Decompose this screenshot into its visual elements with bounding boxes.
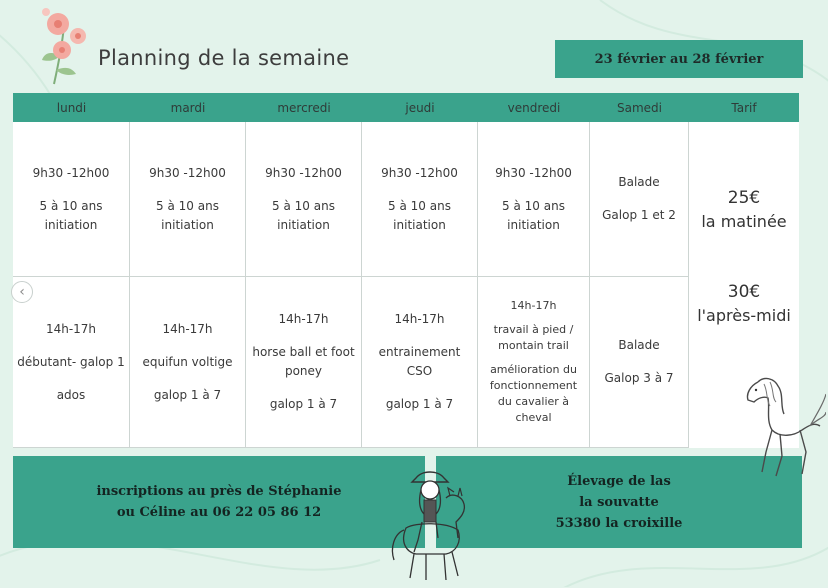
afternoon-price-label: l'après-midi	[697, 306, 791, 325]
slot-level: débutant- galop 1	[17, 354, 125, 369]
morning-price-label: la matinée	[701, 212, 787, 231]
slot-activity: du cavalier à	[497, 395, 570, 408]
address-line: Élevage de las	[567, 473, 671, 489]
day-header: jeudi	[362, 93, 478, 122]
morning-slot-samedi	[590, 122, 689, 277]
slot-activity: Balade	[618, 175, 660, 189]
afternoon-slot-mercredi	[246, 277, 362, 448]
slot-time: 14h-17h	[162, 321, 213, 336]
slot-level: initiation	[507, 217, 560, 232]
morning-slot-jeudi	[362, 122, 478, 277]
day-header: mardi	[130, 93, 246, 122]
afternoon-slot-lundi	[13, 277, 130, 448]
slot-level: Galop 1 et 2	[602, 208, 676, 222]
afternoon-slot-vendredi	[478, 277, 590, 448]
slot-activity: CSO	[406, 364, 433, 378]
slot-level: initiation	[393, 217, 446, 232]
morning-slot-mardi	[130, 122, 246, 277]
schedule-table	[13, 93, 799, 448]
slot-activity: entrainement	[378, 345, 461, 359]
slot-age: 5 à 10 ans	[272, 198, 335, 213]
slot-time: 9h30 -12h00	[495, 165, 572, 180]
previous-arrow-button[interactable]	[11, 281, 33, 303]
slot-time: 9h30 -12h00	[149, 165, 226, 180]
slot-time: 9h30 -12h00	[381, 165, 458, 180]
afternoon-price: 30€	[727, 282, 761, 302]
slot-age: 5 à 10 ans	[388, 198, 451, 213]
morning-price: 25€	[727, 188, 761, 208]
afternoon-slot-mardi	[130, 277, 246, 448]
day-header: mercredi	[246, 93, 362, 122]
slot-age: 5 à 10 ans	[156, 198, 219, 213]
slot-time: 14h-17h	[394, 312, 445, 326]
slot-level: initiation	[277, 217, 330, 232]
tarif-header: Tarif	[689, 93, 799, 122]
slot-age: ados	[56, 387, 86, 402]
contact-banner	[13, 456, 425, 548]
address-line: 53380 la croixille	[555, 515, 683, 531]
slot-level: galop 1 à 7	[269, 397, 338, 411]
slot-level: initiation	[161, 217, 214, 232]
slot-activity: equifun voltige	[142, 354, 233, 369]
slot-activity: fonctionnement	[489, 379, 578, 392]
morning-slot-mercredi	[246, 122, 362, 277]
day-header: Samedi	[590, 93, 689, 122]
slot-activity: montain trail	[498, 339, 569, 352]
morning-slot-vendredi	[478, 122, 590, 277]
slot-activity: cheval	[515, 411, 552, 424]
contact-line: ou Céline au 06 22 05 86 12	[116, 505, 322, 520]
afternoon-slot-jeudi	[362, 277, 478, 448]
day-header: vendredi	[478, 93, 590, 122]
morning-slot-lundi	[13, 122, 130, 277]
page-title: Planning de la semaine	[98, 46, 350, 70]
afternoon-slot-samedi	[590, 277, 689, 448]
slot-age: 5 à 10 ans	[39, 198, 103, 213]
contact-line: inscriptions au près de Stéphanie	[96, 484, 342, 499]
address-line: la souvatte	[579, 494, 659, 510]
slot-level: galop 1 à 7	[385, 397, 454, 411]
slot-activity: poney	[284, 364, 323, 378]
slot-age: 5 à 10 ans	[502, 198, 565, 213]
slot-time: 14h-17h	[278, 312, 329, 326]
flower-decoration	[36, 6, 96, 86]
slot-level: galop 1 à 7	[153, 387, 222, 402]
slot-time: 9h30 -12h00	[32, 165, 110, 180]
slot-level: initiation	[44, 217, 98, 232]
slot-level: Galop 3 à 7	[604, 371, 674, 385]
slot-time: 14h-17h	[510, 299, 557, 312]
slot-time: 9h30 -12h00	[265, 165, 342, 180]
date-range: 23 février au 28 février	[555, 40, 803, 78]
slot-activity: amélioration du	[490, 363, 577, 376]
horse-drawing-icon	[740, 372, 826, 482]
rider-on-horse-icon	[386, 468, 486, 588]
day-header: lundi	[13, 93, 130, 122]
chevron-left-icon: ‹	[19, 284, 25, 300]
slot-activity: Balade	[618, 338, 660, 352]
slot-time: 14h-17h	[45, 321, 97, 336]
slot-activity: travail à pied /	[493, 323, 574, 336]
slot-activity: horse ball et foot	[252, 345, 355, 359]
